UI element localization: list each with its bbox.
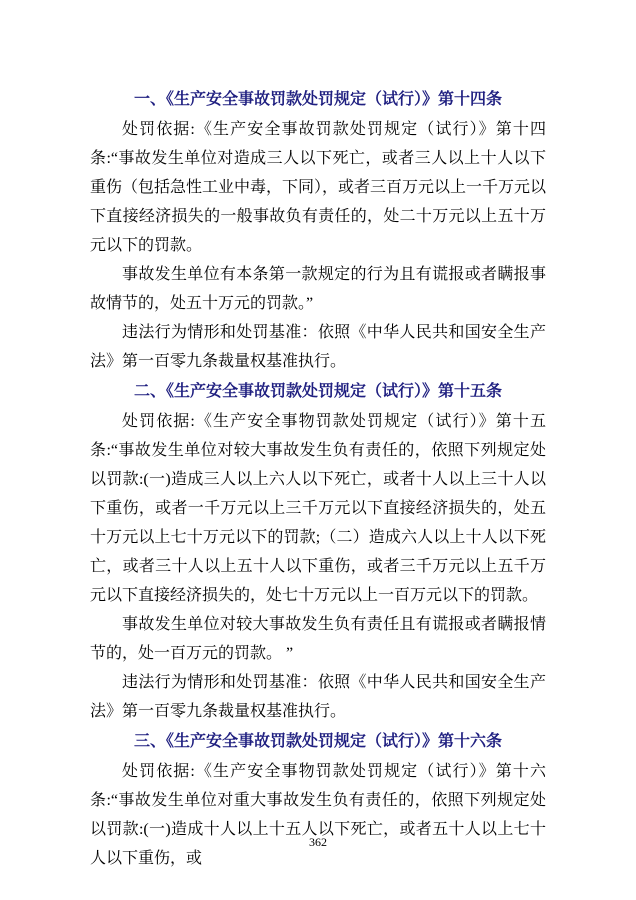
- document-body: [90, 84, 546, 873]
- body-paragraph: 违法行为情形和处罚基准：依照《中华人民共和国安全生产法》第一百零九条裁量权基准执行。: [90, 674, 546, 720]
- body-paragraph: 事故发生单位对较大事故发生负有责任且有谎报或者瞒报情节的，处一百万元的罚款。 ”: [90, 616, 546, 662]
- body-paragraph: 处罚依据:《生产安全事故罚款处罚规定（试行）》第十四条:“事故发生单位对造成三人以下死亡，或者三人以上十人以下重伤（包括急性工业中毒，下同），或者三百万元以上一千万元以下直接经济损失的一般事故负有责任的，处二十万元以上五十万元以下的罚款。: [90, 121, 547, 254]
- body-paragraph: 违法行为情形和处罚基准：依照《中华人民共和国安全生产法》第一百零九条裁量权基准执行。: [90, 324, 546, 370]
- section-heading: 一、《生产安全事故罚款处罚规定（试行）》第十四条: [133, 91, 502, 108]
- body-paragraph: 处罚依据:《生产安全事物罚款处罚规定（试行）》第十六条:“事故发生单位对重大事故发生负有责任的，依照下列规定处以罚款:(一)造成十人以上十五人以下死亡，或者五十人以上七十人以下重伤，或: [90, 763, 546, 867]
- page-number: 362: [309, 835, 327, 849]
- section-heading: 三、《生产安全事故罚款处罚规定（试行）》第十六条: [133, 733, 502, 750]
- section-heading: 二、《生产安全事故罚款处罚规定（试行）》第十五条: [133, 383, 502, 400]
- body-paragraph: 处罚依据:《生产安全事物罚款处罚规定（试行）》第十五条:“事故发生单位对较大事故发生负有责任的，依照下列规定处以罚款:(一)造成三人以上六人以下死亡，或者十人以上三十人以下重伤，或者一千万元以上三千万元以下直接经济损失的，处五十万元以上七十万元以下的罚款;（二）造成六人以上十人以下死亡，或者三十人以上五十人以下重伤，或者三千万元以上五千万元以下直接经济损失的，处七十万元以上一百万元以下的罚款。: [90, 413, 546, 604]
- body-paragraph: 事故发生单位有本条第一款规定的行为且有谎报或者瞒报事故情节的，处五十万元的罚款。”: [90, 266, 546, 312]
